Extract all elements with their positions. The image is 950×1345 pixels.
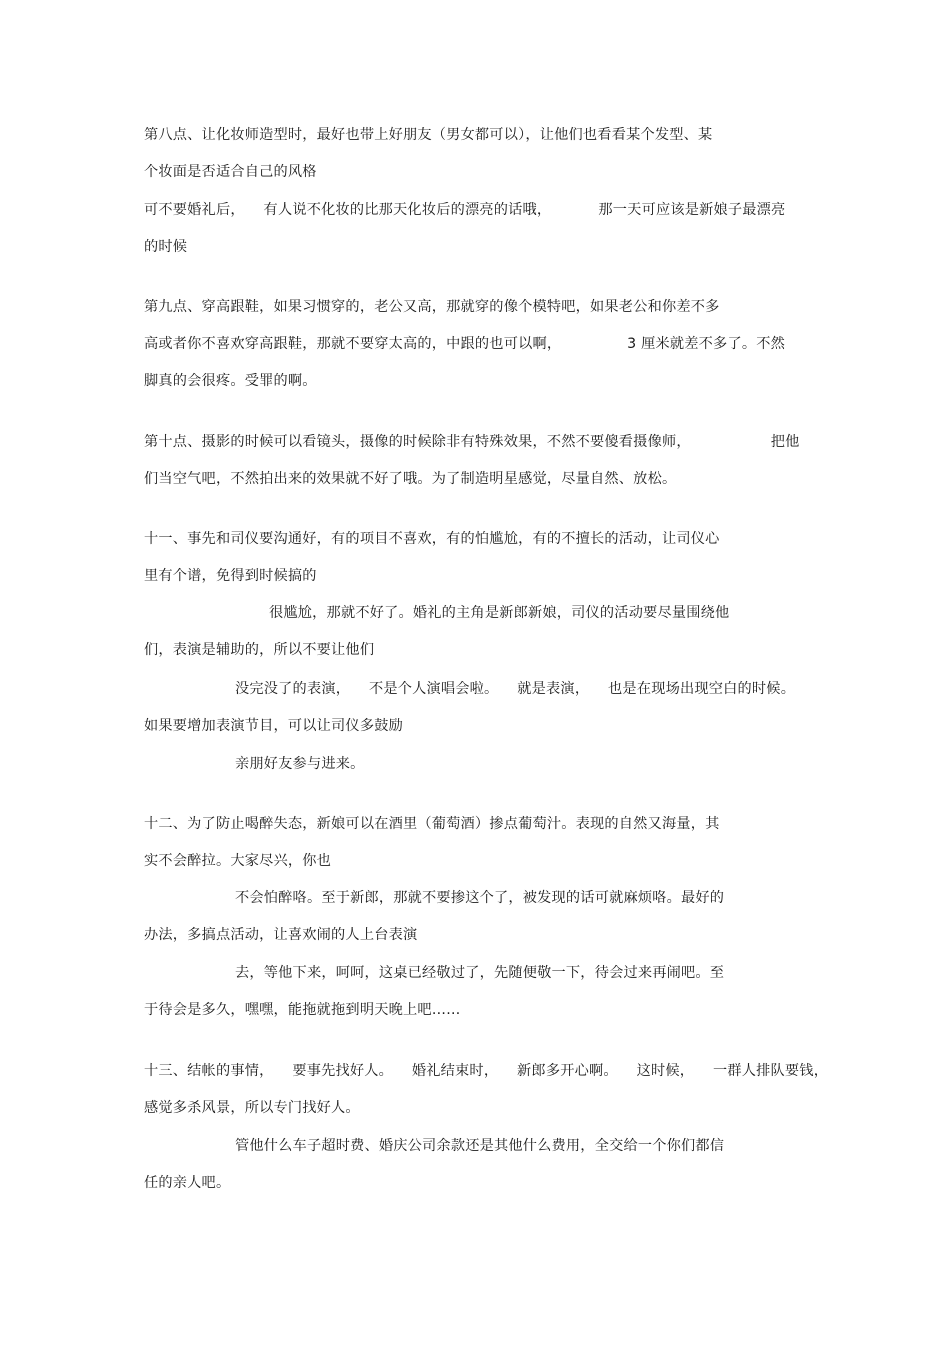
text-line: 去，等他下来，呵呵，这桌已经敬过了，先随便敬一下，待会过来再闹吧。至: [235, 965, 725, 981]
text-line: 亲朋好友参与进来。: [235, 756, 365, 772]
text-line: 实不会醉拉。大家尽兴，你也: [144, 853, 332, 869]
text-line: 们，表演是辅助的，所以不要让他们: [144, 642, 375, 658]
text-line: 如果要增加表演节目，可以让司仪多鼓励: [144, 718, 403, 734]
text-line: 管他什么车子超时费、婚庆公司余款还是其他什么费用，全交给一个你们都信: [235, 1138, 725, 1154]
text-line: 没完没了的表演， 不是个人演唱会啦。 就是表演， 也是在现场出现空白的时候。: [235, 681, 796, 697]
text-line: 高或者你不喜欢穿高跟鞋，那就不要穿太高的，中跟的也可以啊， 3 厘米就差不多了。不然: [144, 336, 785, 352]
text-line: 感觉多杀风景，所以专门找好人。: [144, 1100, 360, 1116]
text-line: 第九点、穿高跟鞋，如果习惯穿的，老公又高，那就穿的像个模特吧，如果老公和你差不多: [144, 299, 720, 315]
text-line: 里有个谱，免得到时候搞的: [144, 568, 317, 584]
text-line: 不会怕醉咯。至于新郎，那就不要掺这个了，被发现的话可就麻烦咯。最好的: [235, 890, 725, 906]
text-line: 于待会是多久，嘿嘿，能拖就拖到明天晚上吧……: [144, 1002, 461, 1018]
text-line: 们当空气吧，不然拍出来的效果就不好了哦。为了制造明星感觉，尽量自然、放松。: [144, 471, 677, 487]
text-line: 的时候: [144, 239, 188, 255]
text-line: 十三、结帐的事情， 要事先找好人。 婚礼结束时， 新郎多开心啊。 这时候， 一群人排队要钱，: [144, 1063, 829, 1079]
text-line: 十二、为了防止喝醉失态，新娘可以在酒里（葡萄酒）掺点葡萄汁。表现的自然又海量，其: [144, 816, 720, 832]
text-line: 第八点、让化妆师造型时，最好也带上好朋友（男女都可以），让他们也看看某个发型、某: [144, 127, 713, 143]
text-line: 办法，多搞点活动，让喜欢闹的人上台表演: [144, 927, 418, 943]
text-line: 很尴尬，那就不好了。婚礼的主角是新郎新娘，司仪的活动要尽量围绕他: [269, 605, 730, 621]
text-line: 第十点、摄影的时候可以看镜头，摄像的时候除非有特殊效果，不然不要傻看摄像师， 把他: [144, 434, 800, 450]
text-line: 个妆面是否适合自己的风格: [144, 164, 317, 180]
text-line: 十一、事先和司仪要沟通好，有的项目不喜欢，有的怕尴尬，有的不擅长的活动，让司仪心: [144, 531, 720, 547]
text-line: 脚真的会很疼。受罪的啊。: [144, 373, 317, 389]
text-line: 可不要婚礼后， 有人说不化妆的比那天化妆后的漂亮的话哦， 那一天可应该是新娘子最漂亮: [144, 202, 786, 218]
text-line: 任的亲人吧。: [144, 1175, 231, 1191]
